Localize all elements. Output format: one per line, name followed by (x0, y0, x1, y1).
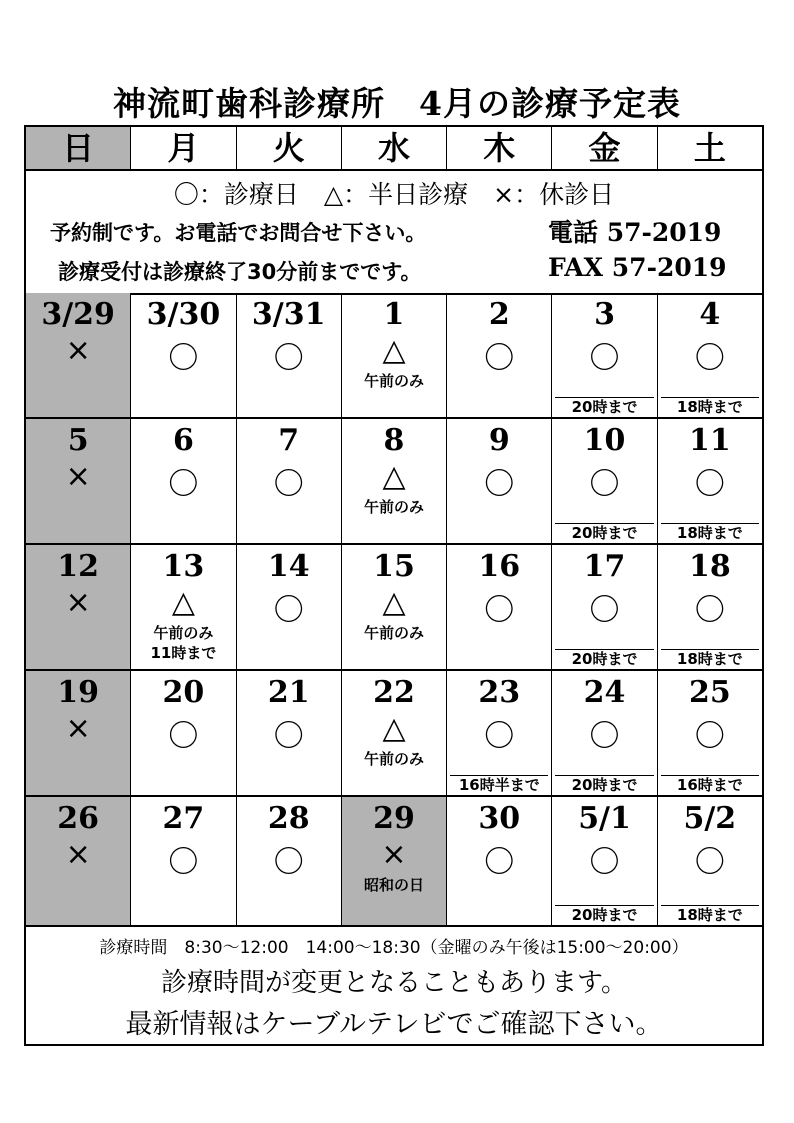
calendar-day (237, 797, 342, 925)
weekday-wed: 水 (342, 127, 447, 169)
calendar-day (237, 419, 342, 543)
calendar-day (552, 545, 657, 669)
status-mark: 〇 (484, 593, 515, 628)
calendar-day (131, 419, 236, 543)
day-note (342, 371, 446, 391)
weekday-sun: 日 (26, 127, 131, 169)
status-mark: 〇 (589, 593, 620, 628)
status-mark: × (65, 459, 91, 494)
day-note-line: 11時まで (150, 644, 217, 662)
closing-time: 20時まで (555, 905, 653, 925)
status-mark: 〇 (273, 845, 304, 880)
status-mark: 〇 (484, 341, 515, 376)
legend: 〇：診療日 △：半日診療 ×：休診日 (173, 180, 615, 209)
day-note (342, 749, 446, 769)
closing-time: 18時まで (661, 523, 759, 543)
status-mark: 〇 (484, 845, 515, 880)
day-number: 24 (583, 675, 626, 710)
calendar-day (237, 545, 342, 669)
status-mark: × (65, 837, 91, 872)
calendar-day (658, 293, 762, 417)
day-number: 25 (688, 675, 731, 710)
calendar-day (658, 671, 762, 795)
day-note (342, 623, 446, 643)
day-number: 27 (162, 801, 205, 836)
calendar-day (552, 419, 657, 543)
status-mark: 〇 (168, 719, 199, 754)
status-mark: × (65, 333, 91, 368)
clinic-hours: 診療時間 8:30～12:00 14:00～18:30（金曜のみ午後は15:00～20:00） (99, 938, 689, 958)
day-number: 21 (267, 675, 310, 710)
day-number: 26 (57, 801, 100, 836)
calendar-day (131, 671, 236, 795)
status-mark: 〇 (589, 467, 620, 502)
weekday-thu: 木 (447, 127, 552, 169)
day-note-line: 午前のみ (153, 624, 214, 642)
status-mark: △ (382, 585, 406, 620)
status-mark: 〇 (168, 845, 199, 880)
status-mark: △ (382, 711, 406, 746)
day-note-line: 午前のみ (363, 498, 424, 516)
day-number: 8 (383, 423, 405, 458)
calendar-day (26, 671, 131, 795)
weekday-sat: 土 (693, 129, 726, 167)
day-note (131, 623, 235, 663)
day-number: 10 (583, 423, 626, 458)
info-section (26, 171, 762, 295)
status-mark: 〇 (589, 845, 620, 880)
status-mark: 〇 (484, 467, 515, 502)
calendar-day (26, 419, 131, 543)
status-mark: 〇 (694, 845, 725, 880)
calendar-day (342, 545, 447, 669)
day-number: 5/1 (578, 801, 631, 836)
day-number: 16 (478, 549, 521, 584)
calendar-day (447, 545, 552, 669)
day-number: 23 (478, 675, 521, 710)
day-note-line: 昭和の日 (363, 876, 424, 894)
fax-number: FAX 57-2019 (548, 253, 727, 282)
status-mark: 〇 (273, 467, 304, 502)
day-note (342, 875, 446, 895)
reception-notice: 診療受付は診療終了30分前までです。 (58, 260, 422, 284)
status-mark: △ (171, 585, 195, 620)
calendar-week (26, 293, 762, 419)
page-title: 神流町歯科診療所 4月の診療予定表 (113, 84, 681, 123)
day-number: 12 (57, 549, 100, 584)
status-mark: × (381, 837, 407, 872)
calendar-day (447, 293, 552, 417)
calendar-day (26, 293, 131, 417)
day-number: 3/29 (41, 297, 115, 332)
calendar-day (26, 797, 131, 925)
reservation-notice: 予約制です。お電話でお問合せ下さい。 (50, 221, 427, 245)
calendar-grid (26, 293, 762, 927)
closing-time: 20時まで (555, 523, 653, 543)
day-number: 29 (373, 801, 415, 836)
calendar-day (342, 419, 447, 543)
cable-tv-notice: 最新情報はケーブルテレビでご確認下さい。 (125, 1009, 663, 1040)
schedule-table (24, 125, 764, 1046)
calendar-day (447, 671, 552, 795)
calendar-day (552, 293, 657, 417)
day-note-line: 午前のみ (363, 372, 424, 390)
status-mark: 〇 (694, 593, 725, 628)
calendar-day (447, 797, 552, 925)
day-number: 22 (373, 675, 415, 710)
calendar-week (26, 671, 762, 797)
calendar-day (342, 797, 447, 925)
day-number: 9 (488, 423, 510, 458)
day-number: 1 (383, 297, 405, 332)
day-note-line: 午前のみ (363, 624, 424, 642)
calendar-day (552, 671, 657, 795)
day-number: 14 (267, 549, 310, 584)
closing-time: 16時半まで (450, 775, 548, 795)
day-number: 20 (162, 675, 205, 710)
calendar-day (237, 293, 342, 417)
closing-time: 20時まで (555, 649, 653, 669)
calendar-day (342, 293, 447, 417)
calendar-week (26, 797, 762, 927)
day-number: 3/31 (251, 297, 326, 332)
day-note-line: 午前のみ (363, 750, 424, 768)
closing-time: 18時まで (661, 649, 759, 669)
day-number: 30 (478, 801, 521, 836)
day-number: 5/2 (683, 801, 737, 836)
day-number: 6 (172, 423, 194, 458)
calendar-day (131, 797, 236, 925)
calendar-day (342, 671, 447, 795)
calendar-day (237, 671, 342, 795)
status-mark: 〇 (168, 341, 199, 376)
status-mark: 〇 (168, 467, 199, 502)
status-mark: △ (382, 459, 406, 494)
day-number: 18 (688, 549, 731, 584)
closing-time: 20時まで (555, 397, 653, 417)
day-number: 17 (583, 549, 626, 584)
calendar-week (26, 545, 762, 671)
status-mark: × (65, 711, 91, 746)
calendar-day (552, 797, 657, 925)
calendar-day (658, 419, 762, 543)
day-number: 7 (278, 423, 300, 458)
day-number: 15 (373, 549, 415, 584)
status-mark: 〇 (273, 341, 304, 376)
weekday-fri: 金 (552, 127, 657, 169)
day-number: 4 (699, 297, 721, 332)
closing-time: 16時まで (661, 775, 759, 795)
status-mark: 〇 (694, 341, 725, 376)
day-number: 19 (57, 675, 100, 710)
day-number: 11 (688, 423, 731, 458)
status-mark: 〇 (273, 593, 304, 628)
status-mark: 〇 (694, 719, 725, 754)
calendar-day (447, 419, 552, 543)
calendar-day (658, 545, 762, 669)
status-mark: 〇 (589, 341, 620, 376)
calendar-day (131, 545, 236, 669)
status-mark: 〇 (484, 719, 515, 754)
day-number: 2 (488, 297, 510, 332)
day-number: 13 (162, 549, 205, 584)
status-mark: × (65, 585, 91, 620)
day-number: 5 (67, 423, 89, 458)
day-number: 3/30 (146, 297, 221, 332)
calendar-day (26, 545, 131, 669)
status-mark: △ (382, 333, 406, 368)
day-note (342, 497, 446, 517)
status-mark: 〇 (694, 467, 725, 502)
status-mark: 〇 (589, 719, 620, 754)
weekday-mon: 月 (131, 127, 236, 169)
weekday-header-row (26, 127, 762, 171)
closing-time: 18時まで (661, 397, 759, 417)
closing-time: 20時まで (555, 775, 653, 795)
day-number: 3 (594, 297, 615, 332)
phone-number: 電話 57-2019 (548, 218, 722, 247)
weekday-tue: 火 (237, 127, 342, 169)
calendar-day (658, 797, 762, 925)
status-mark: 〇 (273, 719, 304, 754)
closing-time: 18時まで (661, 905, 759, 925)
change-notice: 診療時間が変更となることもあります。 (161, 968, 627, 998)
calendar-week (26, 419, 762, 545)
calendar-day (131, 293, 236, 417)
day-number: 28 (267, 801, 310, 836)
